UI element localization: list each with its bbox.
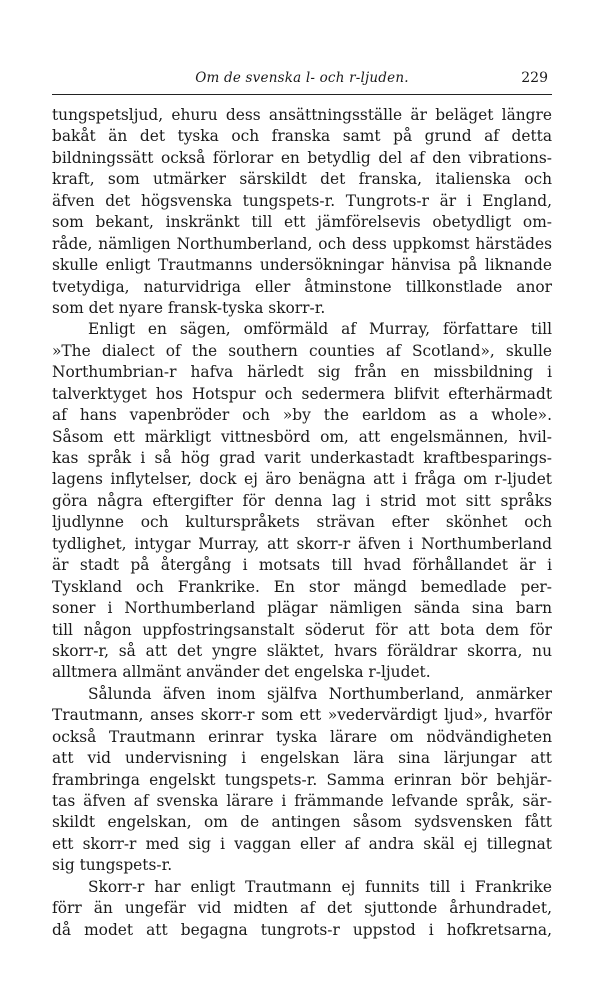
text-line: alltmera allmänt använder det engelska r-ljudet. (52, 663, 431, 682)
text-line: soner i Northumberland plägar nämligen sända sina barn (52, 599, 552, 618)
text-line: förr än ungefär vid midten af det sjuttonde århundradet, (52, 899, 552, 918)
text-line: tas äfven af svenska lärare i främmande lefvande språk, sär- (52, 792, 552, 810)
text-line: göra några eftergifter för denna lag i strid mot sitt språks (52, 491, 552, 510)
text-line: också Trautmann erinrar tyska lärare om nödvändigheten (52, 727, 552, 746)
text-line: tydlighet, intygar Murray, att skorr-r äfven i Northumberland (52, 534, 552, 553)
text-line: Enligt en sägen, omförmäld af Murray, författare till (88, 320, 552, 339)
text-line: af hans vapenbröder och »by the earldom as a whole». (52, 406, 552, 425)
text-line: då modet att begagna tungrots-r uppstod i hofkretsarna, (52, 920, 552, 939)
text-line: till någon uppfostringsanstalt söderut för att bota dem för (52, 620, 552, 639)
text-line: är stadt på återgång i motsats till hvad förhållandet är i (52, 556, 552, 575)
text-line: Såsom ett märkligt vittnesbörd om, att engelsmännen, hvil- (52, 427, 552, 446)
text-line: frambringa engelskt tungspets-r. Samma erinran bör behjär- (52, 770, 552, 789)
text-line: kraft, som utmärker särskildt det franska, italienska och (52, 170, 552, 189)
text-line: äfven det högsvenska tungspets-r. Tungrots-r är i England, (52, 191, 552, 210)
running-header (52, 70, 552, 92)
text-line: Trautmann, anses skorr-r som ett »vedervärdigt ljud», hvarför (52, 706, 552, 725)
text-line: skulle enligt Trautmanns undersökningar hänvisa på liknande (52, 256, 552, 275)
text-line: kas språk i så hög grad varit underkastadt kraftbesparings- (52, 449, 552, 467)
text-line: Northumbrian-r hafva härledt sig från en missbildning i (52, 363, 552, 382)
text-line: skorr-r, så att det yngre släktet, hvars föräldrar skorra, nu (52, 641, 552, 660)
text-line: bakåt än det tyska och franska samt på grund af detta (52, 127, 552, 146)
text-line: bildningssätt också förlorar en betydlig del af den vibrations- (52, 148, 552, 167)
text-line: talverktyget hos Hotspur och sedermera blifvit efterhärmadt (52, 384, 552, 403)
text-line: som det nyare fransk-tyska skorr-r. (52, 298, 326, 317)
text-line: tungspetsljud, ehuru dess ansättningsställe är beläget längre (52, 106, 552, 124)
text-line: Tyskland och Frankrike. En stor mängd bemedlade per- (52, 577, 552, 596)
text-line: sig tungspets-r. (52, 856, 173, 875)
text-line: att vid undervisning i engelskan lära sina lärjungar att (52, 749, 552, 768)
body-text (52, 105, 552, 941)
text-line: skildt engelskan, om de antingen såsom sydsvensken fått (52, 813, 552, 832)
text-line: ljudlynne och kulturspråkets strävan efter skönhet och (52, 513, 552, 532)
text-line: råde, nämligen Northumberland, och dess uppkomst härstädes (52, 234, 552, 253)
header-rule (52, 94, 552, 95)
text-line: Skorr-r har enligt Trautmann ej funnits till i Frankrike (88, 877, 552, 896)
text-line: lagens inflytelser, dock ej äro benägna att i fråga om r-ljudet (52, 470, 552, 489)
text-line: tvetydiga, naturvidriga eller åtminstone tillkonstlade anor (52, 277, 552, 296)
text-line: ett skorr-r med sig i vaggan eller af andra skäl ej tillegnat (52, 834, 552, 853)
text-line: Sålunda äfven inom själfva Northumberland, anmärker (88, 684, 552, 703)
running-title: Om de svenska l- och r-ljuden. (195, 70, 409, 86)
page-number: 229 (521, 70, 548, 86)
text-line: »The dialect of the southern counties af Scotland», skulle (52, 341, 552, 360)
text-line: som bekant, inskränkt till ett jämförelsevis obetydligt om- (52, 213, 552, 232)
